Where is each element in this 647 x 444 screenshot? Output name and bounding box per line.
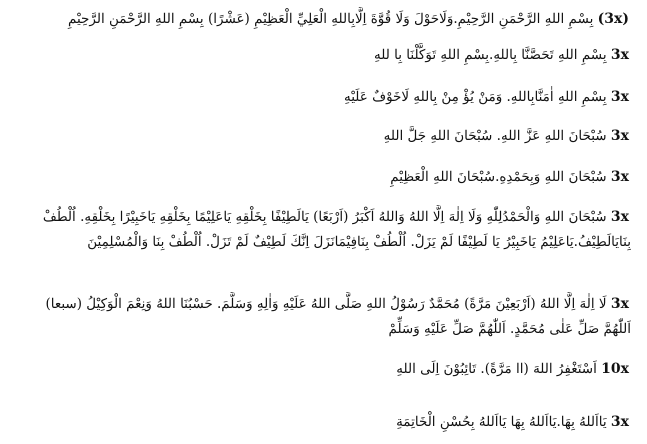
line-text: بِسْمِ اللهِ الرَّحْمَنِ الرَّحِيْمِ.وَلَاحَوْلَ وَلَا قُوَّةَ اِلَّابِاللهِ الْعَلِيِّ الْعَظِيْمِ (عَشْرًا) بِسْمِ اللهِ الرَّحْمَنِ الرَّحِيْمِ xyxy=(68,11,594,27)
repeat-count: 3x xyxy=(610,128,629,144)
line-text: بِسْمِ اللهِ اٰمَنَّابِاللهِ. وَمَنْ يُؤْ مِنْ بِاللهِ لَاخَوْفٌ عَلَيْهِ xyxy=(343,89,607,105)
line-text: لَا اِلٰهَ اِلَّا اللهُ (اَرْبَعِيْنَ مَرَّةً) مُحَمَّدٌ رَسُوْلُ اللهِ صَلَّى اللهُ عَلَيْهِ وَاٰلِهِ وَسَلَّمَ. حَسْبُنَا اللهُ وَنِعْمَ الْوَكِيْلُ (سبعا) اَللّٰهُمَّ صَلِّ عَلٰى مُحَمَّدٍ. اَللّٰهُمَّ صَلِّ عَلَيْهِ وَسَلِّمْ xyxy=(45,296,631,337)
repeat-count: 3x xyxy=(610,209,629,225)
repeat-count: 3x xyxy=(610,89,629,105)
repeat-count: 10x xyxy=(601,361,629,377)
text-line-6 xyxy=(31,205,631,255)
text-line-8 xyxy=(31,357,631,382)
line-text: يَااَللهُ بِهَا.يَااَللهُ بِهَا يَااَللهُ بِحُسْنِ الْخَاتِمَةِ xyxy=(396,414,607,430)
line-text: سُبْحَانَ اللهِ وَالْحَمْدُلِلّٰهِ وَلَا اِلٰهَ اِلَّا اللهُ وَاللهُ اَكْبَرُ (اَرْبَعًا) يَالَطِيْفًا بِخَلْقِهِ يَاعَلِيْمًا بِخَلْقِهِ يَاخَبِيْرًا بِخَلْقِهِ. اُلْطُفْ بِنَايَالَطِيْفُ.يَاعَلِيْمُ يَاخَبِيْرُ يَا لَطِيْفًا لَمْ يَزَلْ. اُلْطُفْ بِنَافِيْمَانَزَلَ اِنَّكَ لَطِيْفٌ لَمْ تَزَلْ. اُلْطُفْ بِنَا وَالْمُسْلِمِيْنَ xyxy=(42,209,631,250)
repeat-count: (3x) xyxy=(597,11,629,27)
text-line-4 xyxy=(31,124,631,149)
text-line-5 xyxy=(31,165,631,190)
repeat-count: 3x xyxy=(610,47,629,63)
text-line-1 xyxy=(31,7,631,32)
repeat-count: 3x xyxy=(610,414,629,430)
line-text: بِسْمِ اللهِ تَحَصَّنَّا بِاللهِ.بِسْمِ اللهِ تَوَكَّلْنَا بِا للهِ xyxy=(374,47,607,63)
text-line-3 xyxy=(31,85,631,110)
text-line-7 xyxy=(31,292,631,342)
text-line-9 xyxy=(31,410,631,435)
repeat-count: 3x xyxy=(610,169,629,185)
line-text: سُبْحَانَ اللهِ عَزَّ اللهِ. سُبْحَانَ اللهِ جَلَّ اللهِ xyxy=(383,128,607,144)
text-line-2 xyxy=(31,43,631,68)
repeat-count: 3x xyxy=(610,296,629,312)
line-text: اَسْتَغْفِرُ اللهَ (اا مَرَّةً). تَائِبُوْنَ اِلَى اللهِ xyxy=(396,361,597,377)
line-text: سُبْحَانَ اللهِ وَبِحَمْدِهِ.سُبْحَانَ اللهِ الْعَظِيْمِ xyxy=(390,169,607,185)
